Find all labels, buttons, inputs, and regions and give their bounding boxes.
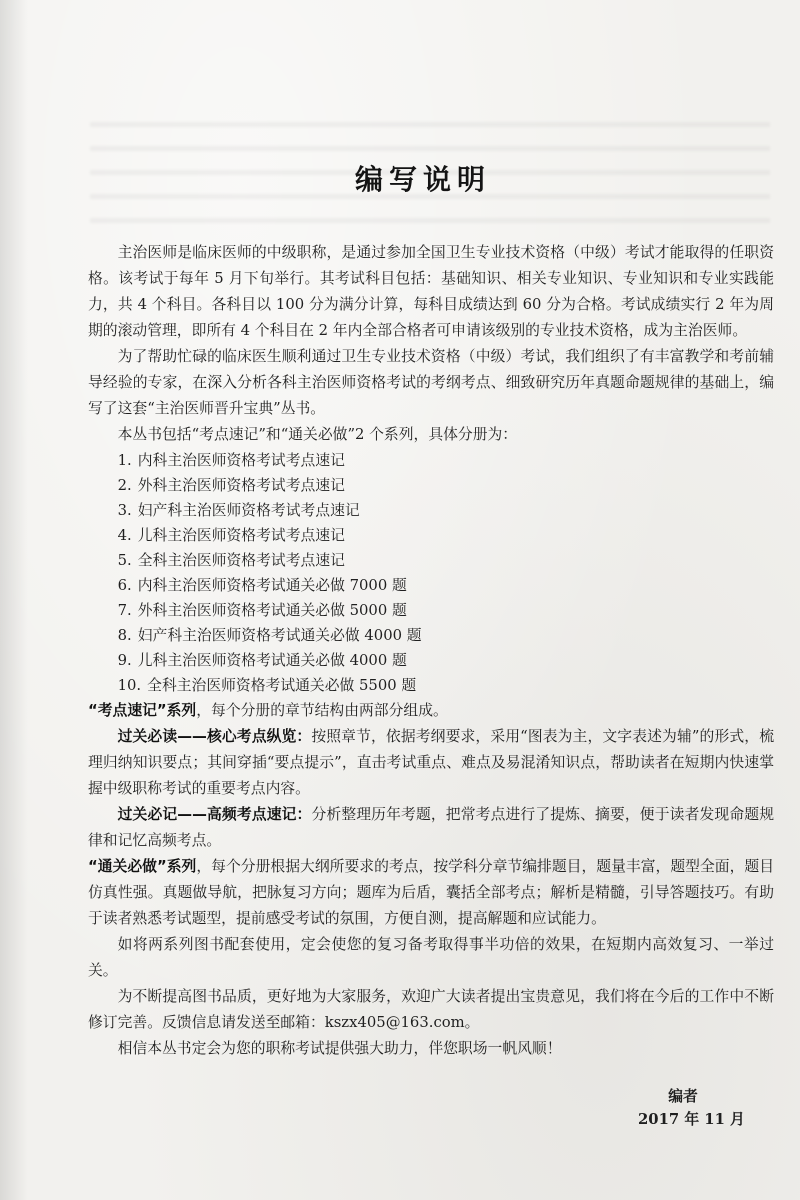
list-item-title: 内科主治医师资格考试考点速记 — [137, 452, 345, 469]
signature-block — [638, 1085, 745, 1131]
series-tongguan-lead: “通关必做”系列 — [88, 858, 197, 875]
section-biji-lead: 过关必记——高频考点速记： — [117, 806, 312, 823]
intro-paragraph-2: 为了帮助忙碌的临床医生顺利通过卫生专业技术资格（中级）考试，我们组织了有丰富教学和考前辅导经验的专家，在深入分析各科主治医师资格考试的考纲考点、细致研究历年真题命题规律的基础上，编写了这套“主治医师晋升宝典”丛书。 — [88, 348, 774, 417]
list-item-number: 2. — [117, 477, 132, 494]
list-item-number: 1. — [117, 452, 132, 469]
section-bidu-lead: 过关必读——核心考点纵览： — [117, 728, 312, 745]
signature-author: 编者 — [668, 1088, 698, 1105]
list-item-number: 3. — [117, 502, 132, 519]
section-bidu-paragraph — [88, 724, 774, 802]
list-item — [118, 573, 774, 598]
list-item — [118, 473, 774, 498]
list-item-title: 全科主治医师资格考试通关必做 5500 题 — [147, 677, 417, 694]
series-kaodian-paragraph — [88, 698, 774, 724]
list-item — [118, 623, 774, 648]
list-item-title: 儿科主治医师资格考试考点速记 — [137, 527, 345, 544]
book-list — [88, 448, 774, 698]
page-title: 编写说明 — [355, 163, 492, 196]
intro-paragraph-1: 主治医师是临床医师的中级职称，是通过参加全国卫生专业技术资格（中级）考试才能取得的任职资格。该考试于每年 5 月下旬举行。其考试科目包括：基础知识、相关专业知识、专业知识和专业实践能力，共 4 个科目。各科目以 100 分为满分计算，每科目成绩达到 60 分为合格。考试成绩实行 2 年为周期的滚动管理，即所有 4 个科目在 2 年内全部合格者可申请该级别的专业技术资格，成为主治医师。 — [88, 244, 774, 339]
list-item-title: 妇产科主治医师资格考试考点速记 — [137, 502, 360, 519]
series-tongguan-paragraph — [88, 854, 774, 932]
list-item-number: 5. — [117, 552, 132, 569]
series-kaodian-lead: “考点速记”系列 — [88, 702, 197, 719]
closing-paragraph-3: 相信本丛书定会为您的职称考试提供强大助力，伴您职场一帆风顺！ — [117, 1040, 562, 1057]
list-item-number: 10. — [117, 677, 142, 694]
list-item — [118, 523, 774, 548]
closing-paragraph-2: 为不断提高图书品质，更好地为大家服务，欢迎广大读者提出宝贵意见，我们将在今后的工作中不断修订完善。反馈信息请发送至邮箱：kszx405@163.com。 — [88, 988, 774, 1031]
section-bidu-text: 按照章节，依据考纲要求，采用“图表为主，文字表述为辅”的形式，梳理归纳知识要点；其间穿插“要点提示”，直击考试重点、难点及易混淆知识点，帮助读者在短期内快速掌握中级职称考试的重要考点内容。 — [88, 728, 774, 797]
intro-paragraph-3: 本丛书包括“考点速记”和“通关必做”2 个系列，具体分册为： — [117, 426, 518, 443]
series-tongguan-text: ，每个分册根据大纲所要求的考点，按学科分章节编排题目，题量丰富，题型全面，题目仿真性强。真题做导航，把脉复习方向；题库为后盾，囊括全部考点；解析是精髓，引导答题技巧。有助于读者熟悉考试题型，提前感受考试的氛围，方便自测，提高解题和应试能力。 — [88, 858, 774, 927]
list-item-title: 外科主治医师资格考试通关必做 5000 题 — [137, 602, 407, 619]
series-kaodian-text: ，每个分册的章节结构由两部分组成。 — [196, 702, 448, 719]
signature-date: 2017 年 11 月 — [638, 1111, 745, 1128]
list-item — [118, 498, 774, 523]
list-item-number: 4. — [117, 527, 132, 544]
list-item-number: 8. — [117, 627, 132, 644]
list-item — [118, 598, 774, 623]
list-item — [118, 548, 774, 573]
section-biji-text: 分析整理历年考题，把常考点进行了提炼、摘要，便于读者发现命题规律和记忆高频考点。 — [88, 806, 774, 849]
list-item — [118, 448, 774, 473]
list-item-title: 妇产科主治医师资格考试通关必做 4000 题 — [137, 627, 422, 644]
list-item-title: 内科主治医师资格考试通关必做 7000 题 — [137, 577, 407, 594]
list-item-number: 7. — [117, 602, 132, 619]
list-item-title: 外科主治医师资格考试考点速记 — [137, 477, 345, 494]
list-item-number: 6. — [117, 577, 132, 594]
list-item — [118, 673, 774, 698]
document-body — [88, 240, 774, 1131]
list-item-number: 9. — [117, 652, 132, 669]
list-item — [118, 648, 774, 673]
section-biji-paragraph — [88, 802, 774, 854]
list-item-title: 儿科主治医师资格考试通关必做 4000 题 — [137, 652, 407, 669]
closing-paragraph-1: 如将两系列图书配套使用，定会使您的复习备考取得事半功倍的效果，在短期内高效复习、一举过关。 — [88, 936, 774, 979]
list-item-title: 全科主治医师资格考试考点速记 — [137, 552, 345, 569]
